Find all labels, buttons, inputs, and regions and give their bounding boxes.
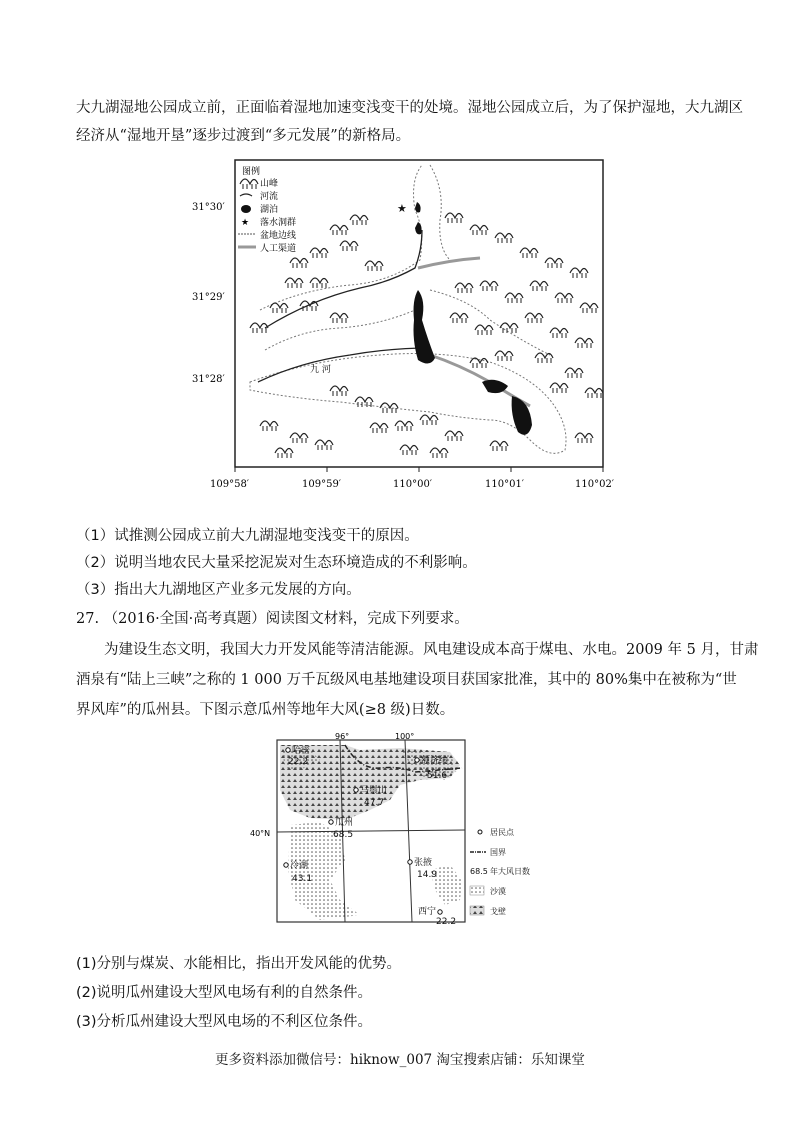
river-label: 九 河 (310, 365, 331, 375)
sinkhole-star: ★ (397, 202, 407, 215)
q26-item-1: （1）试推测公园成立前大九湖湿地变浅变干的原因。 (76, 528, 419, 544)
q26-item-3: （3）指出大九湖地区产业多元发展的方向。 (76, 582, 361, 598)
place-lenghu: 冷湖 (290, 861, 309, 871)
intro-line-1: 大九湖湿地公园成立前，正面临着湿地加速变浅变干的处境。湿地公园成立后，为了保护湿地，大九湖区 (76, 100, 743, 116)
dajiu-lake-map (190, 150, 630, 500)
legend-desert: 沙漠 (490, 887, 506, 896)
legend-item-mountain: 山峰 (260, 179, 279, 189)
place-zhangye: 张掖 (414, 858, 433, 868)
legend-settlement: 居民点 (490, 828, 514, 837)
page-footer: 更多资料添加微信号：hiknow_007 淘宝搜索店铺：乐知课堂 (215, 1052, 585, 1068)
legend-item-river: 河流 (260, 192, 279, 202)
lon-label-10958: 109°58′ (210, 479, 250, 490)
q27-item-2: (2)说明瓜州建设大型风电场有利的自然条件。 (76, 985, 373, 1001)
q27-item-1: (1)分别与煤炭、水能相比，指出开发风能的优势。 (76, 956, 402, 972)
q27-para-line-3: 界风库”的瓜州县。下图示意瓜州等地年大风(≥8 级)日数。 (76, 702, 455, 718)
lon-label-11001: 110°01′ (485, 479, 525, 490)
value-mazongshan: 47.7 (364, 798, 385, 808)
legend-border: 国界 (490, 848, 506, 857)
legend-days: 年大风日数 (490, 867, 530, 876)
legend-item-sinkhole: 落水洞群 (260, 218, 297, 228)
legend-item-lake: 湖泊 (260, 205, 279, 215)
value-hami: 22.2 (288, 757, 309, 767)
lat-label-3130: 31°30′ (192, 202, 225, 213)
q27-para-line-2: 酒泉有“陆上三峡”之称的 1 000 万千瓦级风电基地建设项目获国家批准，其中的 80%集中在被称为“世 (76, 672, 737, 688)
value-guazhou: 68.5 (333, 830, 354, 840)
place-guazhou: 瓜州 (335, 818, 354, 828)
lon-label-10959: 109°59′ (302, 479, 342, 490)
legend-title: 图例 (242, 167, 261, 177)
svg-text:★: ★ (241, 218, 250, 228)
legend-sample-value: 68.5 (470, 867, 488, 876)
guazhou-wind-map (250, 730, 560, 930)
lon-100: 100° (395, 732, 415, 741)
intro-line-2: 经济从“湿地开垦”逐步过渡到“多元发展”的新格局。 (76, 128, 411, 144)
legend-gobi: 戈壁 (490, 907, 506, 916)
lat-label-3129: 31°29′ (192, 292, 225, 303)
map2-legend (470, 827, 530, 916)
lat-label-3128: 31°28′ (192, 374, 225, 385)
legend-item-basin: 盆地边线 (260, 231, 297, 241)
place-hami: 哈密 (292, 746, 311, 756)
value-zhangye: 14.9 (417, 870, 438, 880)
lon-label-11000: 110°00′ (393, 479, 433, 490)
lon-label-11002: 110°02′ (575, 479, 615, 490)
place-mazongshan: 马鬃山 (360, 786, 388, 796)
lat-40n: 40°N (250, 829, 271, 838)
value-lenghu: 43.1 (292, 874, 313, 884)
value-xining: 22.2 (436, 917, 457, 927)
q27-para-line-1: 为建设生态文明，我国大力开发风能等清洁能源。风电建设成本高于煤电、水电。2009 年 5 月，甘肃 (104, 642, 759, 658)
lon-96: 96° (335, 732, 350, 741)
legend-item-canal: 人工渠道 (260, 244, 297, 254)
value-ejina: 51.6 (427, 771, 448, 781)
q27-header: 27. （2016·全国·高考真题）阅读图文材料，完成下列要求。 (76, 611, 469, 627)
q26-item-2: （2）说明当地农民大量采挖泥炭对生态环境造成的不利影响。 (76, 555, 477, 571)
place-xining: 西宁 (418, 907, 437, 917)
q27-item-3: (3)分析瓜州建设大型风电场的不利区位条件。 (76, 1014, 373, 1030)
place-ejina: 额济纳 (421, 756, 449, 766)
